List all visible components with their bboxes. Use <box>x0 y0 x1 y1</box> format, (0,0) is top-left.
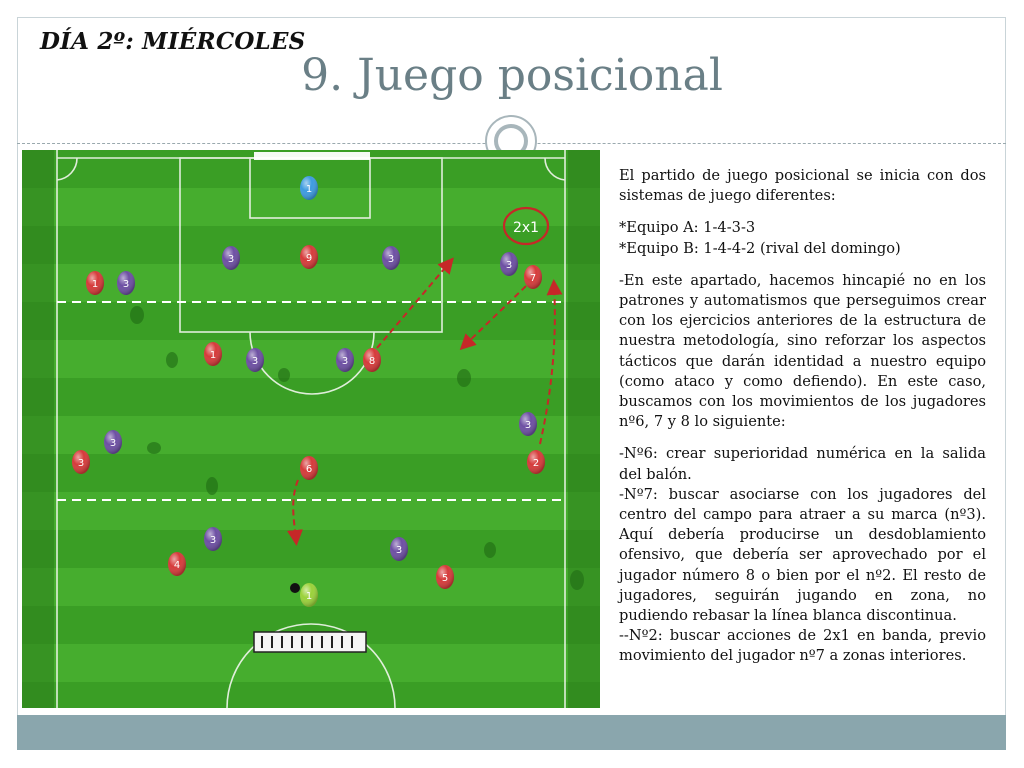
player-number: 3 <box>524 420 532 431</box>
grass-patch <box>457 369 471 387</box>
player-marker <box>382 246 400 270</box>
player-number: 6 <box>305 464 313 475</box>
explanation-panel <box>619 166 986 667</box>
player-number: 7 <box>529 273 537 284</box>
player-number: 9 <box>305 253 313 264</box>
player-marker <box>500 252 518 276</box>
player-number: 3 <box>209 535 217 546</box>
player-marker <box>436 565 454 589</box>
ball <box>290 583 300 593</box>
callout-2x1: 2x1 <box>512 220 540 236</box>
player-marker <box>204 527 222 551</box>
player-number: 3 <box>505 260 513 271</box>
player-marker <box>168 552 186 576</box>
grass-patch <box>278 368 290 382</box>
grass-patch <box>130 306 144 324</box>
player-number: 3 <box>341 356 349 367</box>
player-number: 3 <box>387 254 395 265</box>
player-marker <box>300 456 318 480</box>
player-marker <box>300 176 318 200</box>
player-number: 3 <box>227 254 235 265</box>
player-number: 3 <box>109 438 117 449</box>
player-marker <box>527 450 545 474</box>
player-number: 8 <box>368 356 376 367</box>
player-6-task: -Nº6: crear superioridad numérica en la salida del balón. <box>619 445 986 483</box>
focus-paragraph: -En este apartado, hacemos hincapié no en los patrones y automatismos que perseguimos crear con los ejercicios anteriores de la estructura de nuestra metodología, sino reforzar los aspectos tácticos que darán identidad a nuestro equipo (como ataco y como defiendo). En este caso, buscamos con los movimientos de los jugadores nº6, 7 y 8 lo siguiente: <box>619 271 986 431</box>
player-7-task: -Nº7: buscar asociarse con los jugadores del centro del campo para atraer a su marca (nº3). Aquí debería producirse un desdoblamiento ofensivo, que debería ser aprovechado por el jugador número 8 o bien por el nº2. El resto de jugadores, seguirán jugando en zona, no pudiendo rebasar la línea blanca discontinua. <box>619 485 986 625</box>
player-number: 3 <box>77 458 85 469</box>
player-marker <box>246 348 264 372</box>
player-marker <box>222 246 240 270</box>
player-marker <box>117 271 135 295</box>
mini-goal <box>254 632 366 652</box>
player-marker <box>300 245 318 269</box>
player-2-task: --Nº2: buscar acciones de 2x1 en banda, previo movimiento del jugador nº7 a zonas interiores. <box>619 627 986 665</box>
player-number: 5 <box>441 573 449 584</box>
footer-bar <box>17 715 1006 750</box>
intro-paragraph: El partido de juego posicional se inicia con dos sistemas de juego diferentes: <box>619 167 986 205</box>
slide-title: 9. Juego posicional <box>301 50 723 101</box>
player-number: 1 <box>91 279 99 290</box>
grass-patch <box>206 477 218 495</box>
team-b-system: *Equipo B: 1-4-4-2 (rival del domingo) <box>619 239 901 257</box>
goal-top <box>254 152 370 160</box>
grass-edge-right <box>568 150 600 708</box>
player-number: 1 <box>305 591 313 602</box>
player-marker <box>86 271 104 295</box>
grass-patch <box>484 542 496 558</box>
player-marker <box>363 348 381 372</box>
player-marker <box>519 412 537 436</box>
team-a-system: *Equipo A: 1-4-3-3 <box>619 219 756 237</box>
player-number: 3 <box>251 356 259 367</box>
football-pitch-diagram <box>22 150 600 708</box>
player-number: 2 <box>532 458 540 469</box>
player-marker <box>300 583 318 607</box>
player-number: 3 <box>122 279 130 290</box>
grass-edge-left <box>22 150 54 708</box>
player-marker <box>524 265 542 289</box>
player-marker <box>204 342 222 366</box>
grass-patch <box>166 352 178 368</box>
player-number: 3 <box>395 545 403 556</box>
grass-patch <box>147 442 161 454</box>
player-number: 1 <box>305 184 313 195</box>
player-marker <box>390 537 408 561</box>
player-marker <box>72 450 90 474</box>
player-marker <box>336 348 354 372</box>
grass-patch <box>570 570 584 590</box>
player-number: 4 <box>173 560 181 571</box>
day-label: DÍA 2º: MIÉRCOLES <box>40 28 306 55</box>
player-number: 1 <box>209 350 217 361</box>
player-marker <box>104 430 122 454</box>
